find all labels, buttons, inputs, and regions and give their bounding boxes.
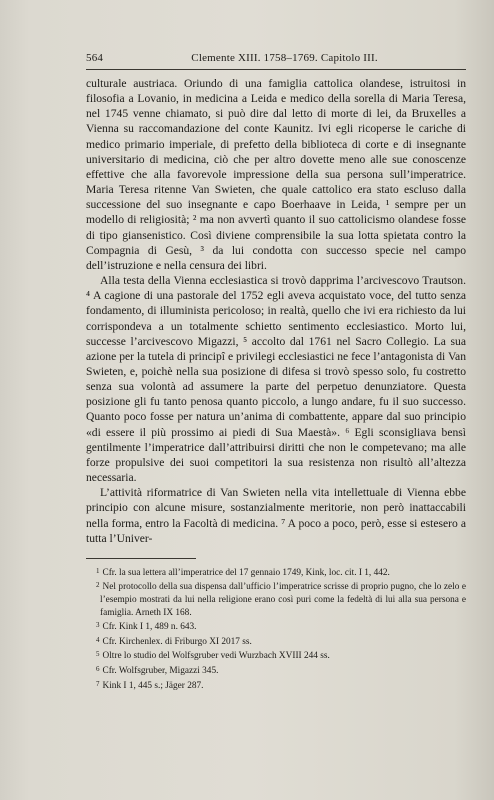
footnote-text: Oltre lo studio del Wolfsgruber vedi Wurzbach XVIII 244 ss. [102,651,330,662]
footnote-text: Cfr. Kirchenlex. di Friburgo XI 2017 ss. [102,636,252,647]
footnote-number: 3 [96,621,100,630]
footnote-text: Cfr. Wolfsgruber, Migazzi 345. [102,666,219,676]
footnote-number: 4 [96,635,100,644]
footnote-text: Cfr. Kink I 1, 489 n. 643. [102,622,197,633]
footnote-2 [86,579,466,619]
footnote-number: 2 [96,581,100,590]
footnote-text: Nel protocollo della sua dispensa dall’ufficio l’imperatrice scrisse di proprio pugno, che lo zelo e l’esempio mostrati da lui nella religione erano così puri come la fedeltà di lui alla sua persona e famiglia. Arneth IX 168. [100,582,466,618]
paragraph-1: culturale austriaca. Oriundo di una famiglia cattolica olandese, istruitosi in filosofia a Lovanio, in medicina a Leida e medico della sorella di Maria Teresa, nel 1745 venne chiamato, si può dire dal letto di morte di lei, da Bruxelles a Vienna su raccomandazione del conte Kaunitz. Ivi egli ricoperse le cariche di medico primario imperiale, di prefetto della biblioteca di corte e di insegnante universitario di medicina, ciò che per altro dovette meno alle sue conoscenze effettive che alla favorevole impressione della sua persona sull’imperatrice. Maria Teresa ritenne Van Swieten, che quale cattolico era stato escluso dalla successione del suo insegnante e capo Boerhaave in Leida, ¹ sempre per un modello di religiosità; ² ma non avvertì quanto il suo cattolicismo olandese fosse di tipo giansenistico. Così diviene comprensibile la sua lotta spietata contro la Compagnia di Gesù, ³ da lui condotta con successo specie nel campo dell’istruzione e nella censura dei libri. [86,77,466,272]
running-header [86,52,466,64]
paragraph-3: L’attività riformatrice di Van Swieten nella vita intellettuale di Vienna ebbe principio con alcune misure, sostanzialmente meritorie, non però inattaccabili nella forma, entro la Facoltà di medicina. ⁷ A poco a poco, però, esse si estesero a tutta l’Univer- [86,486,466,545]
footnote-4 [86,634,466,649]
body-text [86,76,466,546]
page-content [86,52,466,692]
paragraph-2: Alla testa della Vienna ecclesiastica si trovò dapprima l’arcivescovo Trautson. ⁴ A cagione di una pastorale del 1752 egli aveva acquistato voce, del tutto senza fondamento, di illuminista pericoloso; in realtà, quello che ivi era richiesto da lui corrispondeva a un totalmente schietto sentimento ecclesiastico. Morto lui, successe l’arcivescovo Migazzi, ⁵ accolto dal 1761 nel Sacro Collegio. La sua azione per la tutela di principî e privilegi ecclesiastici ne fece l’antagonista di Van Swieten, e, poichè nella sua posizione di difesa si trovò spesso solo, fu costretto senza sua volontà ad assumere la parte del perpetuo denunziatore. Questa posizione gli fu tanto penosa quanto piccolo, a lungo andare, fu il suo successo. Quanto poco fosse per natura un’anima di combattente, appare dal suo principio «di essere il più prossimo ai piedi di Sua Maestà». ⁶ Egli sconsigliava bensì gentilmente l’imperatrice dall’attribuirsi diritti che non le competevano; ma alle forze propulsive dei suoi competitori la sua resistenza non risultò all’altezza necessaria. [86,274,466,485]
header-rule [86,69,466,70]
footnote-number: 6 [96,665,100,673]
footnotes [86,565,466,692]
running-title: Clemente XIII. 1758–1769. Capitolo III. [191,52,378,64]
page-number: 564 [86,52,104,64]
footnote-text: Kink I 1, 445 s.; Jäger 287. [102,680,204,691]
footnote-number: 1 [96,566,100,575]
footnote-6 [86,663,466,678]
footnote-5 [86,648,466,663]
footnote-3 [86,619,466,634]
footnote-text: Cfr. la sua lettera all’imperatrice del 17 gennaio 1749, Kink, loc. cit. I 1, 442. [102,567,390,578]
footnote-number: 5 [96,650,100,659]
footnote-separator [86,558,196,559]
footnote-number: 7 [96,679,100,688]
footnote-1 [86,565,466,580]
footnote-7 [86,678,466,693]
